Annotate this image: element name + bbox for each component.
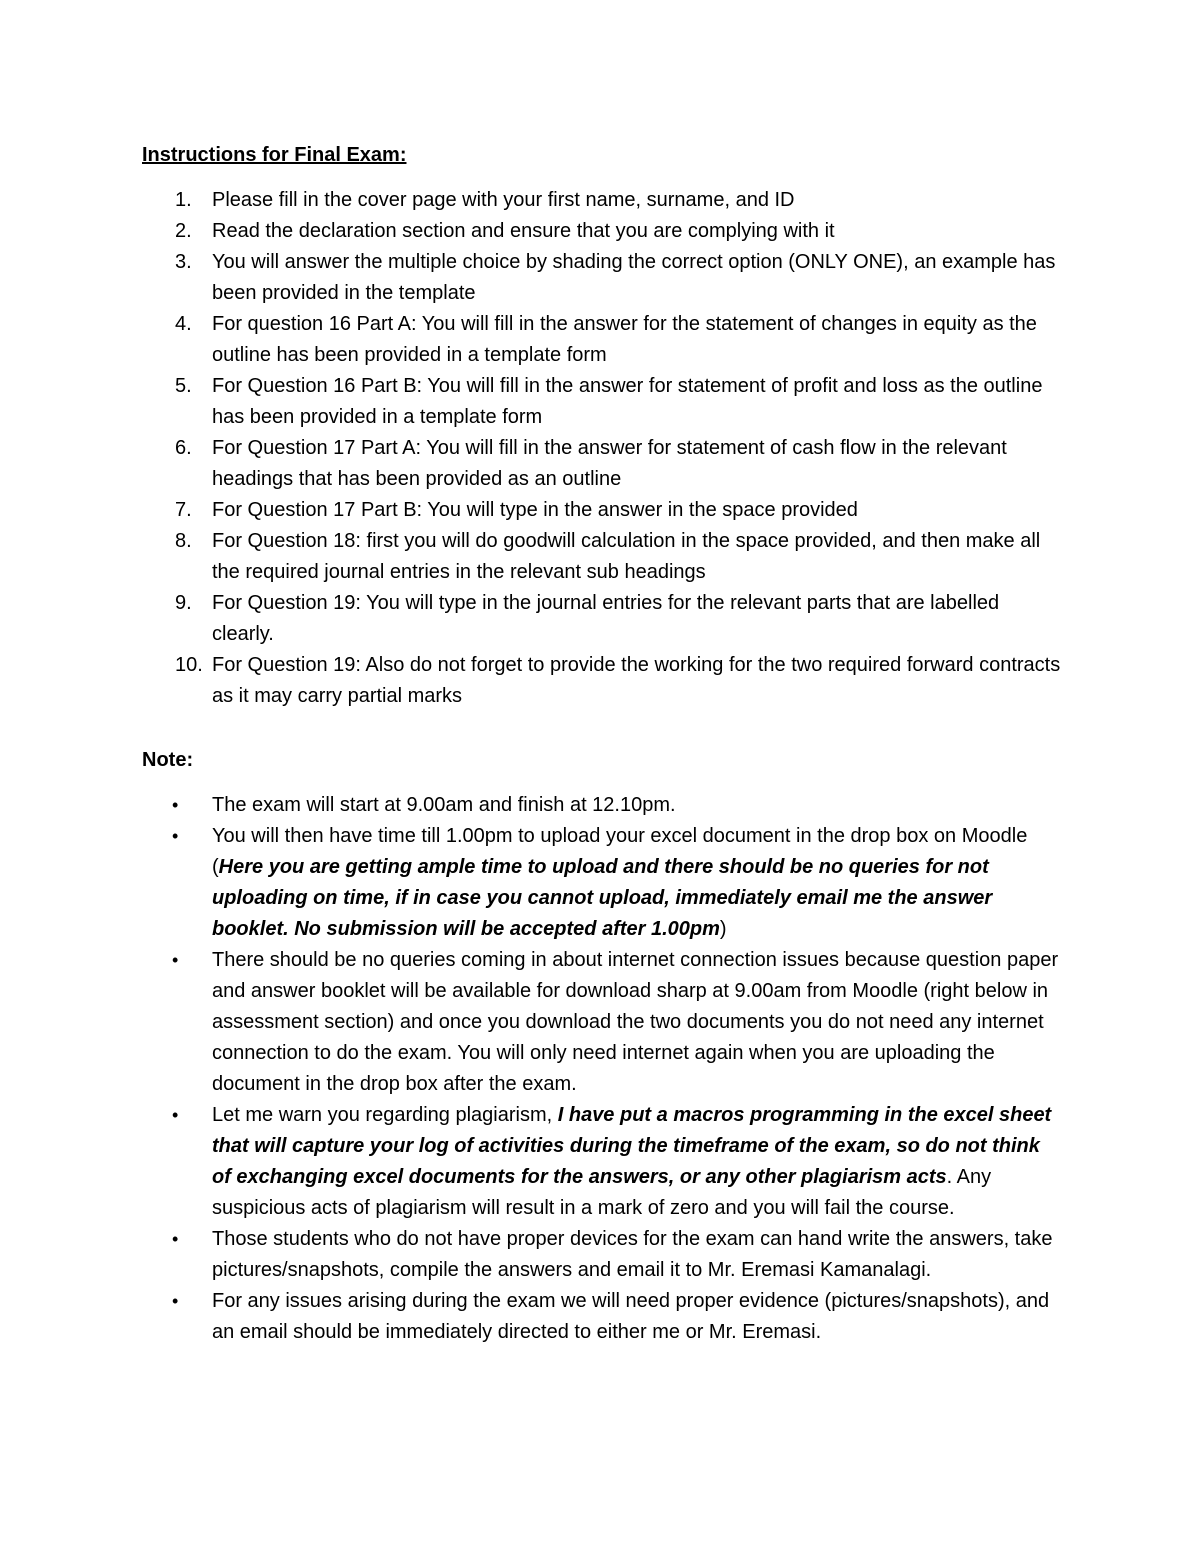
bullet-icon: • <box>172 1229 179 1249</box>
list-number: 4. <box>175 313 192 335</box>
list-item-text: For Question 19: You will type in the journal entries for the relevant parts that are labelled clearly. <box>212 592 1000 645</box>
list-item <box>142 309 1062 371</box>
list-item <box>142 495 1062 526</box>
document-body <box>142 140 1062 1348</box>
bullet-icon: • <box>172 1105 179 1125</box>
list-item <box>142 790 1062 821</box>
list-number: 9. <box>175 592 192 614</box>
list-item-text: . Any suspicious acts of plagiarism will result in a mark of zero and you will fail the course. <box>212 1166 992 1219</box>
page-title: Instructions for Final Exam: <box>142 144 407 166</box>
list-item <box>142 216 1062 247</box>
list-item <box>142 1100 1062 1224</box>
list-item <box>142 650 1062 712</box>
list-item-text: For question 16 Part A: You will fill in the answer for the statement of changes in equity as the outline has been provided in a template form <box>212 313 1037 366</box>
list-item-text: Read the declaration section and ensure that you are complying with it <box>212 220 835 242</box>
list-number: 7. <box>175 499 192 521</box>
list-item <box>142 821 1062 945</box>
list-item-text: Please fill in the cover page with your first name, surname, and ID <box>212 189 795 211</box>
bullet-icon: • <box>172 826 179 846</box>
note-heading: Note: <box>142 749 194 771</box>
list-item-text: Let me warn you regarding plagiarism, <box>212 1104 558 1126</box>
list-item-text: You will answer the multiple choice by shading the correct option (ONLY ONE), an example has been provided in the template <box>212 251 1056 304</box>
list-number: 5. <box>175 375 192 397</box>
list-number: 10. <box>175 654 203 676</box>
notes-list <box>142 790 1062 1348</box>
list-item-text: You will then have time till 1.00pm to upload your excel document in the drop box on Moodle ( <box>212 825 1028 878</box>
list-item-text: ) <box>719 918 727 940</box>
list-item <box>142 945 1062 1100</box>
list-item-text: For Question 18: first you will do goodwill calculation in the space provided, and then make all the required journal entries in the relevant sub headings <box>212 530 1041 583</box>
list-number: 6. <box>175 437 192 459</box>
list-number: 8. <box>175 530 192 552</box>
list-item-text: For Question 17 Part A: You will fill in the answer for statement of cash flow in the relevant headings that has been provided as an outline <box>212 437 1007 490</box>
list-item <box>142 185 1062 216</box>
list-number: 3. <box>175 251 192 273</box>
emphasis-text: I have put a macros programming in the excel sheet that will capture your log of activities during the timeframe of the exam, so do not think of exchanging excel documents for the answers, or any other plagiarism acts <box>212 1104 1052 1188</box>
list-item <box>142 247 1062 309</box>
emphasis-text: Here you are getting ample time to upload and there should be no queries for not uploading on time, if in case you cannot upload, immediately email me the answer booklet. No submission will be accepted after 1.00pm <box>212 856 993 940</box>
list-item <box>142 526 1062 588</box>
bullet-icon: • <box>172 1291 179 1311</box>
list-item-text: For Question 16 Part B: You will fill in the answer for statement of profit and loss as the outline has been provided in a template form <box>212 375 1043 428</box>
list-item-text: For Question 17 Part B: You will type in the answer in the space provided <box>212 499 858 521</box>
list-item-text: There should be no queries coming in about internet connection issues because question paper and answer booklet will be available for download sharp at 9.00am from Moodle (right below in assessment section) and once you download the two documents you do not need any internet connection to do the exam. You will only need internet again when you are uploading the document in the drop box after the exam. <box>212 949 1059 1095</box>
list-item-text: For any issues arising during the exam we will need proper evidence (pictures/snapshots), and an email should be immediately directed to either me or Mr. Eremasi. <box>212 1290 1050 1343</box>
list-item <box>142 1224 1062 1286</box>
list-item <box>142 1286 1062 1348</box>
list-item-text: For Question 19: Also do not forget to provide the working for the two required forward contracts as it may carry partial marks <box>212 654 1061 707</box>
list-number: 1. <box>175 189 192 211</box>
bullet-icon: • <box>172 795 179 815</box>
instructions-list <box>142 185 1062 712</box>
bullet-icon: • <box>172 950 179 970</box>
list-item-text: The exam will start at 9.00am and finish at 12.10pm. <box>212 794 676 816</box>
list-number: 2. <box>175 220 192 242</box>
list-item-text: Those students who do not have proper devices for the exam can hand write the answers, take pictures/snapshots, compile the answers and email it to Mr. Eremasi Kamanalagi. <box>212 1228 1053 1281</box>
list-item <box>142 588 1062 650</box>
list-item <box>142 433 1062 495</box>
list-item <box>142 371 1062 433</box>
